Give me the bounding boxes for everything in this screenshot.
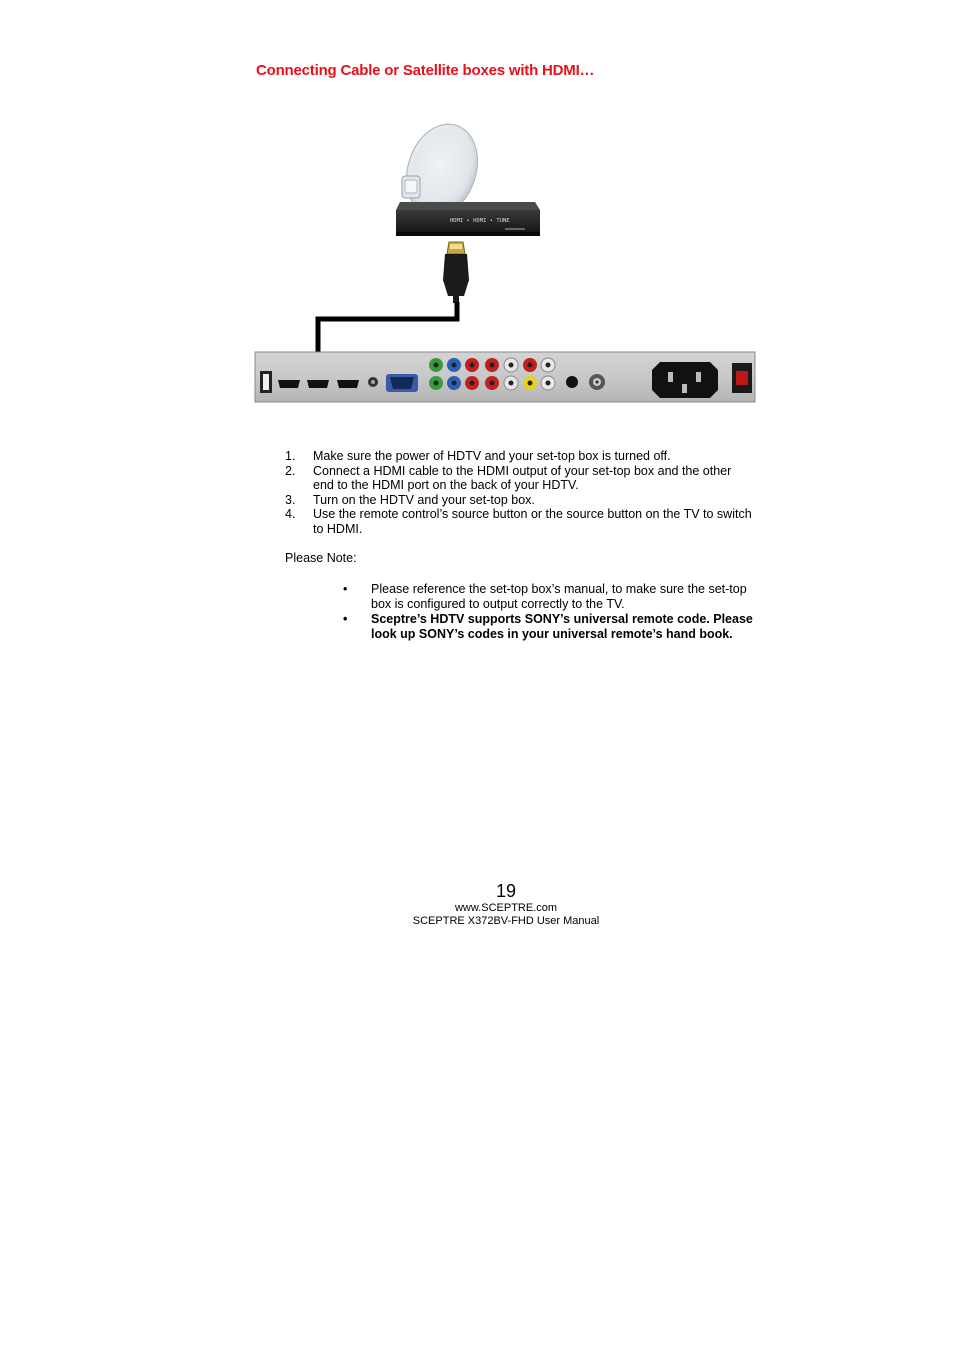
step-item: 3. Turn on the HDTV and your set-top box. [285, 492, 535, 507]
settop-box-icon [396, 202, 540, 236]
bullet-item: • Sceptre’s HDTV supports SONY’s universal remote code. Please look up SONY’s codes in your universal remote’s hand book. [343, 612, 753, 641]
tv-back-panel [255, 352, 755, 402]
footer-manual-title: SCEPTRE X372BV-FHD User Manual [412, 915, 600, 927]
note-bullets [343, 582, 755, 642]
connection-diagram [250, 118, 760, 408]
page-heading: Connecting Cable or Satellite boxes with HDMI… [256, 62, 595, 79]
hdmi-cable [318, 302, 457, 354]
power-inlet-icon [652, 362, 718, 398]
connection-diagram-svg [250, 118, 760, 408]
power-switch-icon [732, 363, 752, 393]
step-item: 4. Use the remote control’s source button or the source button on the TV to switch to HDMI. [285, 507, 752, 536]
step-item: 2. Connect a HDMI cable to the HDMI output of your set-top box and the other end to the HDMI port on the back of your HDTV. [285, 463, 732, 493]
footer-website: www.SCEPTRE.com [454, 902, 558, 914]
note-label: Please Note: [285, 551, 357, 565]
hdmi-plug-icon [443, 242, 469, 303]
settop-display: HDMI • HDMI • TUNE [450, 218, 510, 224]
steps-list [285, 449, 755, 537]
page-number: 19 [495, 881, 517, 901]
hdmi-ports [278, 380, 359, 388]
page-footer [0, 880, 954, 928]
bullet-item: • Please reference the set-top box’s manual, to make sure the set-top box is configured to output correctly to the TV. [343, 582, 747, 611]
step-item: 1. Make sure the power of HDTV and your set-top box is turned off. [285, 449, 671, 463]
